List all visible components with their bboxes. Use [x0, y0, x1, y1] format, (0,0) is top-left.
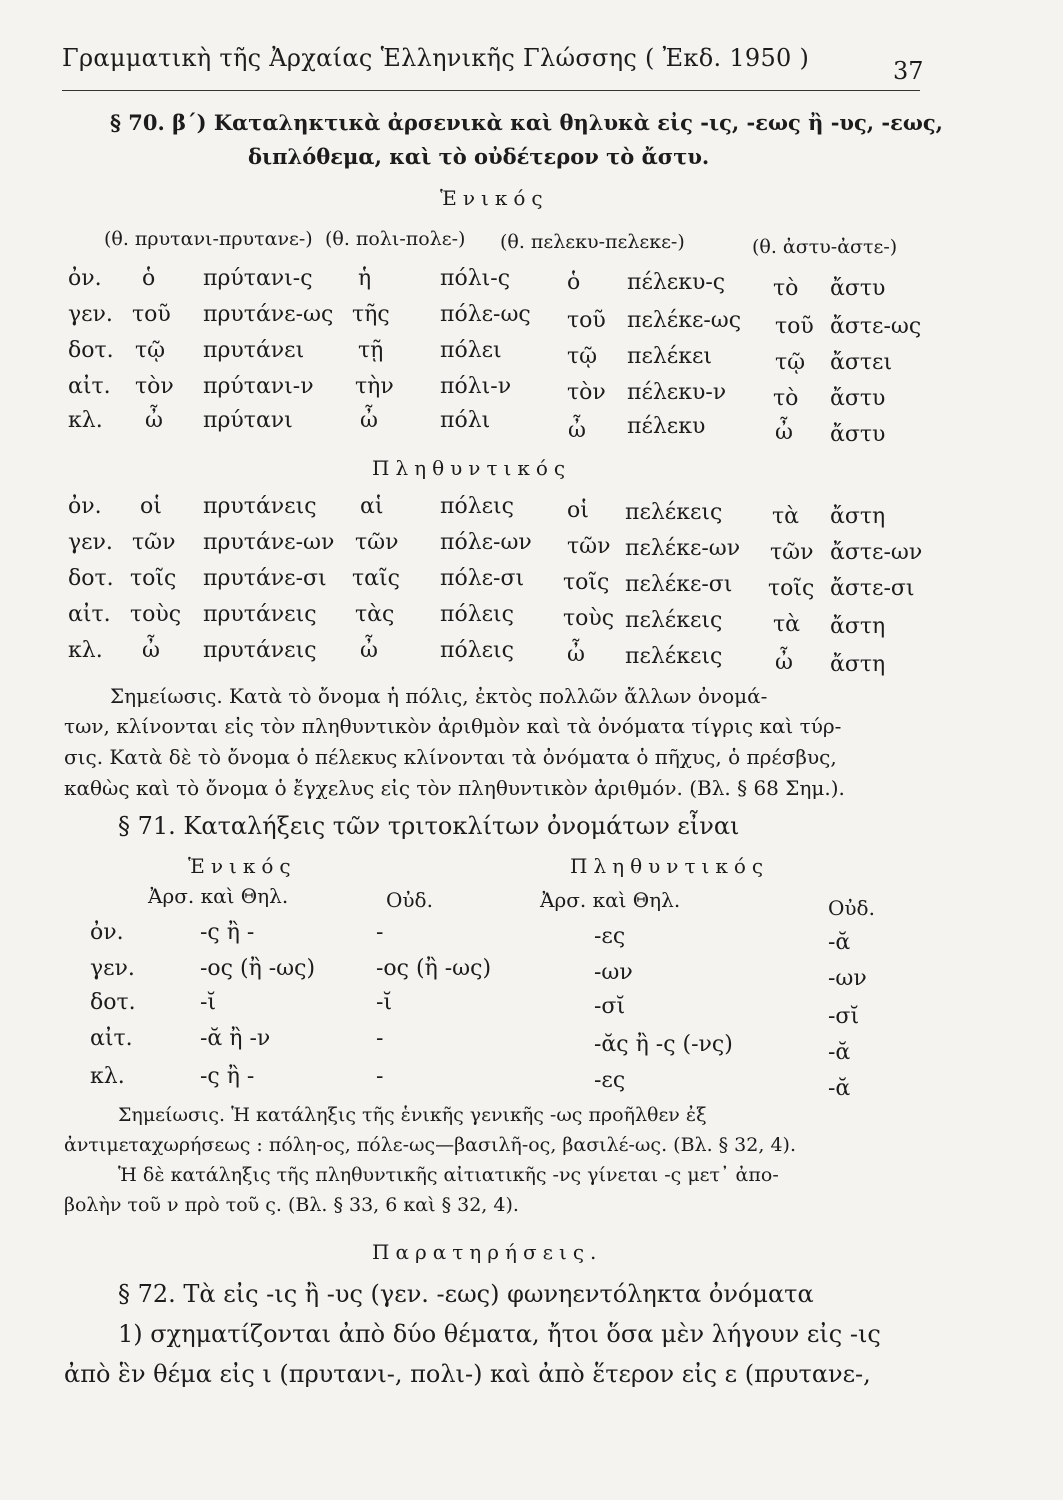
s72-line3: ἀπὸ ἓν θέμα εἰς ι (πρυτανι-, πολι-) καὶ ἀπὸ ἕτερον εἰς ε (πρυτανε-,	[64, 1360, 871, 1388]
ending: -ς ἢ -	[200, 1064, 255, 1089]
form: ἄστυ	[830, 386, 886, 411]
s70-singular-title: Ἑνικός	[440, 186, 549, 210]
note-line: Σημείωσις. Κατὰ τὸ ὄνομα ἡ πόλις, ἐκτὸς πολλῶν ἄλλων ὀνομά-	[110, 684, 768, 708]
ending: -ων	[594, 960, 633, 985]
article: τὸ	[773, 276, 799, 301]
article: τῶν	[132, 530, 176, 555]
case-label: ὀν.	[68, 266, 102, 291]
article: ὦ	[567, 642, 585, 667]
article: οἱ	[567, 498, 589, 523]
article: ὦ	[142, 638, 160, 663]
form: πελέκεις	[625, 500, 723, 525]
form: πέλεκυ-ν	[627, 380, 727, 405]
form: πρυτάνε-σι	[203, 566, 327, 591]
article: τῷ	[775, 350, 806, 375]
page-number: 37	[893, 57, 924, 85]
case-label: γεν.	[90, 956, 135, 981]
article: τὸν	[567, 380, 606, 405]
article: τοὺς	[563, 606, 615, 631]
form: πρύτανι	[203, 408, 293, 433]
form: πελέκει	[627, 344, 712, 369]
ending: -ᾰ	[828, 1040, 851, 1065]
table-row	[0, 1064, 1063, 1101]
ending: -ᾰς ἢ -ς (-νς)	[594, 1032, 733, 1057]
table-row	[0, 990, 1063, 1029]
article: τῷ	[567, 344, 598, 369]
form: πρυτάνεις	[203, 494, 317, 519]
form: πρύτανι-ς	[203, 266, 313, 291]
ending: -ῐ	[376, 990, 393, 1015]
article: ὦ	[775, 650, 793, 675]
form: ἄστυ	[830, 276, 886, 301]
note-line: Ἡ δὲ κατάληξις τῆς πληθυντικῆς αἰτιατικῆς -νς γίνεται -ς μετ᾽ ἀπο-	[118, 1164, 779, 1186]
running-header-title: Γραμματικὴ τῆς Ἀρχαίας Ἑλληνικῆς Γλώσσης ( Ἐκδ. 1950 )	[62, 44, 810, 72]
ending: -	[376, 1064, 384, 1089]
form: πόλει	[440, 338, 502, 363]
article: τὸ	[773, 386, 799, 411]
table-row	[0, 602, 1063, 639]
article: τοῦ	[132, 302, 171, 327]
table-row	[0, 494, 1063, 529]
ending: -ες	[594, 1068, 626, 1093]
article: τὰ	[772, 504, 800, 529]
form: ἄστη	[830, 614, 886, 639]
form: πελέκεις	[625, 608, 723, 633]
form: ἄστε-σι	[830, 576, 915, 601]
article: αἱ	[360, 494, 384, 519]
case-label: ὀν.	[90, 920, 124, 945]
ending: -ος (ἢ -ως)	[376, 956, 492, 981]
article: τῶν	[770, 540, 814, 565]
article: ὦ	[360, 408, 378, 433]
stem-2: (θ. πολι-πολε-)	[325, 228, 466, 250]
header-rule	[62, 90, 920, 91]
s70-plural-title: Πληθυντικός	[372, 456, 572, 480]
ending: -ες	[594, 924, 626, 949]
note-line: σις. Κατὰ δὲ τὸ ὄνομα ὁ πέλεκυς κλίνονται τὰ ὀνόματα ὁ πῆχυς, ὁ πρέσβυς,	[64, 745, 837, 769]
article: ὁ	[142, 266, 156, 291]
case-label: κλ.	[68, 638, 103, 663]
article: ὦ	[775, 420, 793, 445]
case-label: δοτ.	[68, 338, 114, 363]
article: ὁ	[567, 270, 581, 295]
s71-singular-title: Ἑνικός	[188, 854, 297, 878]
form: πρύτανι-ν	[203, 374, 314, 399]
form: πόλι-ν	[440, 374, 512, 399]
form: πρυτάνει	[203, 338, 305, 363]
article: τῆς	[352, 302, 390, 327]
observations-title: Παρατηρήσεις.	[372, 1240, 603, 1264]
s70-heading-line2: διπλόθεμα, καὶ τὸ οὐδέτερον τὸ ἄστυ.	[248, 144, 710, 169]
s72-line2: 1) σχηματίζονται ἀπὸ δύο θέματα, ἤτοι ὅσα μὲν λήγουν εἰς -ις	[118, 1320, 881, 1348]
note-line: καθὼς καὶ τὸ ὄνομα ὁ ἔγχελυς εἰς τὸν πληθυντικὸν ἀριθμόν. (Βλ. § 68 Σημ.).	[64, 776, 845, 800]
form: ἄστε-ως	[830, 314, 922, 339]
form: πόλι	[440, 408, 491, 433]
col-header: Ἀρσ. καὶ Θηλ.	[148, 884, 289, 908]
form: πέλεκυ	[627, 414, 706, 439]
ending: -ων	[828, 966, 867, 991]
table-row	[0, 374, 1063, 411]
table-row	[0, 1026, 1063, 1065]
s71-heading: § 71. Καταλήξεις τῶν τριτοκλίτων ὀνομάτων εἶναι	[118, 812, 740, 840]
s71-plural-title: Πληθυντικός	[570, 854, 770, 878]
article: τοῖς	[563, 570, 610, 595]
form: πόλεις	[440, 638, 514, 663]
note-line: ἀντιμεταχωρήσεως : πόλη-ος, πόλε-ως—βασιλῆ-ος, βασιλέ-ως. (Βλ. § 32, 4).	[64, 1134, 796, 1156]
case-label: γεν.	[68, 530, 113, 555]
table-row	[0, 566, 1063, 601]
ending: -ᾰ	[828, 1076, 851, 1101]
table-row	[0, 302, 1063, 339]
form: πόλε-σι	[440, 566, 525, 591]
form: πελέκε-ων	[625, 536, 741, 561]
article: ταῖς	[352, 566, 400, 591]
form: ἄστη	[830, 504, 886, 529]
note-line: των, κλίνονται εἰς τὸν πληθυντικὸν ἀριθμὸν καὶ τὰ ὀνόματα τίγρις καὶ τύρ-	[64, 714, 842, 738]
form: πρυτάνε-ως	[203, 302, 334, 327]
article: τὰ	[773, 612, 801, 637]
table-row	[0, 956, 1063, 991]
form: πρυτάνε-ων	[203, 530, 335, 555]
case-label: γεν.	[68, 302, 113, 327]
form: ἄστε-ων	[830, 540, 923, 565]
form: πόλε-ως	[440, 302, 531, 327]
ending: -ῐ	[200, 990, 217, 1015]
stem-4: (θ. ἀστυ-ἀστε-)	[752, 236, 898, 258]
article: τῶν	[355, 530, 399, 555]
article: τοῖς	[768, 576, 815, 601]
article: τῶν	[567, 534, 611, 559]
form: πρυτάνεις	[203, 638, 317, 663]
form: πρυτάνεις	[203, 602, 317, 627]
form: πελέκε-ως	[627, 308, 742, 333]
s70-heading-line1: § 70. β΄) Καταληκτικὰ ἀρσενικὰ καὶ θηλυκὰ εἰς -ις, -εως ἢ -υς, -εως,	[110, 110, 943, 135]
ending: -ᾰ	[828, 930, 851, 955]
ending: -ς ἢ -	[200, 920, 255, 945]
article: τῷ	[135, 338, 166, 363]
article: οἱ	[140, 494, 162, 519]
case-label: αἰτ.	[90, 1026, 133, 1051]
col-header: Ἀρσ. καὶ Θηλ.	[540, 888, 681, 912]
form: πελέκεις	[625, 644, 723, 669]
ending: -σῐ	[594, 994, 626, 1019]
stem-1: (θ. πρυτανι-πρυτανε-)	[104, 228, 313, 250]
case-label: κλ.	[90, 1064, 125, 1089]
ending: -ος (ἢ -ως)	[200, 956, 316, 981]
table-row	[0, 408, 1063, 447]
article: τοῖς	[130, 566, 177, 591]
note-line: Σημείωσις. Ἡ κατάληξις τῆς ἑνικῆς γενικῆς -ως προῆλθεν ἐξ	[118, 1104, 707, 1126]
form: πέλεκυ-ς	[627, 270, 726, 295]
form: πόλεις	[440, 494, 514, 519]
case-label: κλ.	[68, 408, 103, 433]
article: τὸν	[135, 374, 174, 399]
s72-line1: § 72. Τὰ εἰς -ις ἢ -υς (γεν. -εως) φωνηεντόληκτα ὀνόματα	[118, 1280, 814, 1308]
article: τοὺς	[130, 602, 182, 627]
ending: -σῐ	[828, 1004, 860, 1029]
note-line: βολὴν τοῦ ν πρὸ τοῦ ς. (Βλ. § 33, 6 καὶ § 32, 4).	[64, 1194, 519, 1216]
article: τῇ	[358, 338, 384, 363]
stem-3: (θ. πελεκυ-πελεκε-)	[500, 231, 685, 253]
article: ὦ	[360, 638, 378, 663]
form: ἄστυ	[830, 422, 886, 447]
col-header: Οὐδ.	[386, 888, 433, 912]
ending: -	[376, 920, 384, 945]
form: πόλε-ων	[440, 530, 532, 555]
form: πόλεις	[440, 602, 514, 627]
ending: -ᾰ ἢ -ν	[200, 1026, 271, 1051]
case-label: ὀν.	[68, 494, 102, 519]
article: ὦ	[568, 418, 586, 443]
col-header: Οὐδ.	[828, 896, 875, 920]
ending: -	[376, 1026, 384, 1051]
article: τοῦ	[567, 308, 606, 333]
form: πελέκε-σι	[625, 572, 733, 597]
form: ἄστει	[830, 350, 893, 375]
case-label: δοτ.	[68, 566, 114, 591]
case-label: αἰτ.	[68, 602, 111, 627]
article: ἡ	[358, 266, 372, 291]
table-row	[0, 638, 1063, 677]
case-label: δοτ.	[90, 990, 136, 1015]
article: ὦ	[145, 408, 163, 433]
table-row	[0, 266, 1063, 301]
table-row	[0, 920, 1063, 955]
case-label: αἰτ.	[68, 374, 111, 399]
form: ἄστη	[830, 652, 886, 677]
table-row	[0, 530, 1063, 565]
form: πόλι-ς	[440, 266, 511, 291]
article: τὴν	[355, 374, 394, 399]
article: τὰς	[355, 602, 395, 627]
article: τοῦ	[775, 314, 814, 339]
table-row	[0, 338, 1063, 375]
